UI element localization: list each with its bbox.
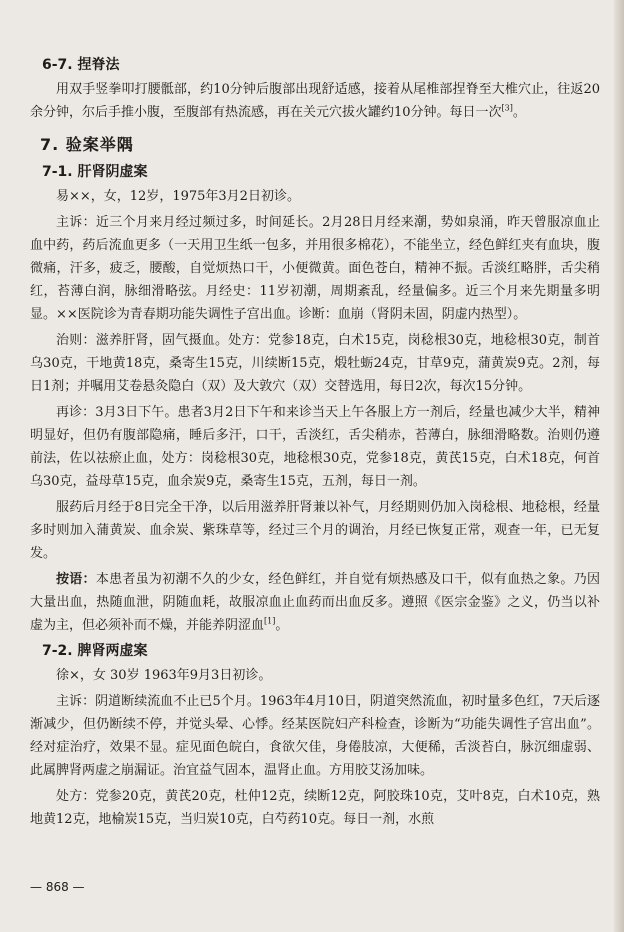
- case1-intro: 易××，女，12岁，1975年3月2日初诊。: [56, 189, 300, 204]
- case2-prescription: 处方：党参20克，黄芪20克，杜仲12克，续断12克，阿胶珠10克，艾叶8克，白术10克，熟地黄12克，地榆炭15克，当归炭10克，白芍药10克。每日一剂，水煎: [30, 789, 600, 827]
- case1-complaint: 主诉：近三个月来月经过频过多，时间延长。2月28日月经来潮，势如泉涌，昨天曾服凉血止血中药，药后流血更多（一天用卫生纸一包多，并用很多棉花），不能坐立，经色鲜红夹有血块，腹微痛，汗多，疲乏，腰酸，自觉烦热口干，小便微黄。面色苍白，精神不振。舌淡红略胖，舌尖稍红，苔薄白润，脉细滑略弦。月经史：11岁初潮，周期紊乱，经量偏多。近三个月来先期量多明显。××医院诊为青春期功能失调性子宫出血。诊断：血崩（肾阴未固，阴虚内热型）。: [30, 215, 600, 322]
- section-heading-7: 7. 验案举隅: [40, 135, 134, 154]
- note-text: 本患者虽为初潮不久的少女，经色鲜红，并自觉有烦热感及口干，似有血热之象。乃因大量出血，热随血泄，阴随血耗，故服凉血止血药而出血反多。遵照《医宗金鉴》之义，仍当以补虚为主，但必须补而不燥，并能养阴涩血: [30, 572, 600, 633]
- case2-complaint: 主诉：阴道断续流血不止已5个月。1963年4月10日，阴道突然流血，初时量多色红，7天后逐渐减少，但仍断续不停，并觉头晕、心悸。经某医院妇产科检查，诊断为“功能失调性子宫出血”。经对症治疗，效果不显。症见面色皖白，食欲欠佳，身倦肢凉，大便稀，舌淡苔白，脉沉细虚弱、此属脾肾两虚之崩漏证。治宜益气固本，温肾止血。方用胶艾汤加味。: [30, 694, 600, 778]
- section-heading-6-7: 6-7. 捏脊法: [42, 57, 120, 73]
- punctuation: 。: [512, 105, 526, 120]
- case-heading-7-1: 7-1. 肝肾阴虚案: [42, 164, 148, 180]
- page-edge-shadow: [614, 0, 624, 932]
- case2-intro: 徐×，女 30岁 1963年9月3日初诊。: [56, 668, 272, 683]
- case1-followup: 服药后月经于8日完全干净，以后用滋养肝肾兼以补气，月经期则仍加入岗稔根、地稔根，经量多时则加入蒲黄炭、血余炭、紫珠草等，经过三个月的调治，月经已恢复正常，观查一年，已无复发。: [30, 500, 600, 561]
- paragraph-6-7-text: 用双手竖拳叩打腰骶部，约10分钟后腹部出现舒适感，接着从尾椎部捏脊至大椎穴止，往返20余分钟，尔后手推小腹，至腹部有热流感，再在关元穴拔火罐约10分钟。每日一次: [30, 82, 600, 120]
- case1-revisit: 再诊：3月3日下午。患者3月2日下午和来诊当天上午各服上方一剂后，经量也减少大半，精神明显好，但仍有腹部隐痛，睡后多汗，口干，舌淡红，舌尖稍赤，苔薄白，脉细滑略数。治则仍遵前法，佐以祛瘀止血，处方：岗稔根30克，地稔根30克，党参18克，黄芪15克，白术18克，何首乌30克，益母草15克，血余炭9克，桑寄生15克，五剂，每日一剂。: [30, 405, 600, 489]
- note-label: 按语：: [56, 572, 96, 587]
- case1-note: [30, 568, 600, 637]
- punctuation: 。: [275, 618, 289, 633]
- page-number: — 868 —: [30, 880, 85, 894]
- reference-mark: [3]: [501, 103, 513, 113]
- page-content: [30, 54, 600, 834]
- case1-treatment: 治则：滋养肝肾，固气摄血。处方：党参18克，白术15克，岗稔根30克，地稔根30克，制首乌30克，干地黄18克，桑寄生15克，川续断15克，煅牡蛎24克，甘草9克，蒲黄炭9克。2剂，每日1剂；并嘱用艾卷悬灸隐白（双）及大敦穴（双）交替选用，每日2次，每次15分钟。: [30, 333, 600, 394]
- reference-mark: [1]: [264, 616, 276, 626]
- case-heading-7-2: 7-2. 脾肾两虚案: [42, 643, 148, 659]
- paragraph-6-7: [30, 78, 600, 124]
